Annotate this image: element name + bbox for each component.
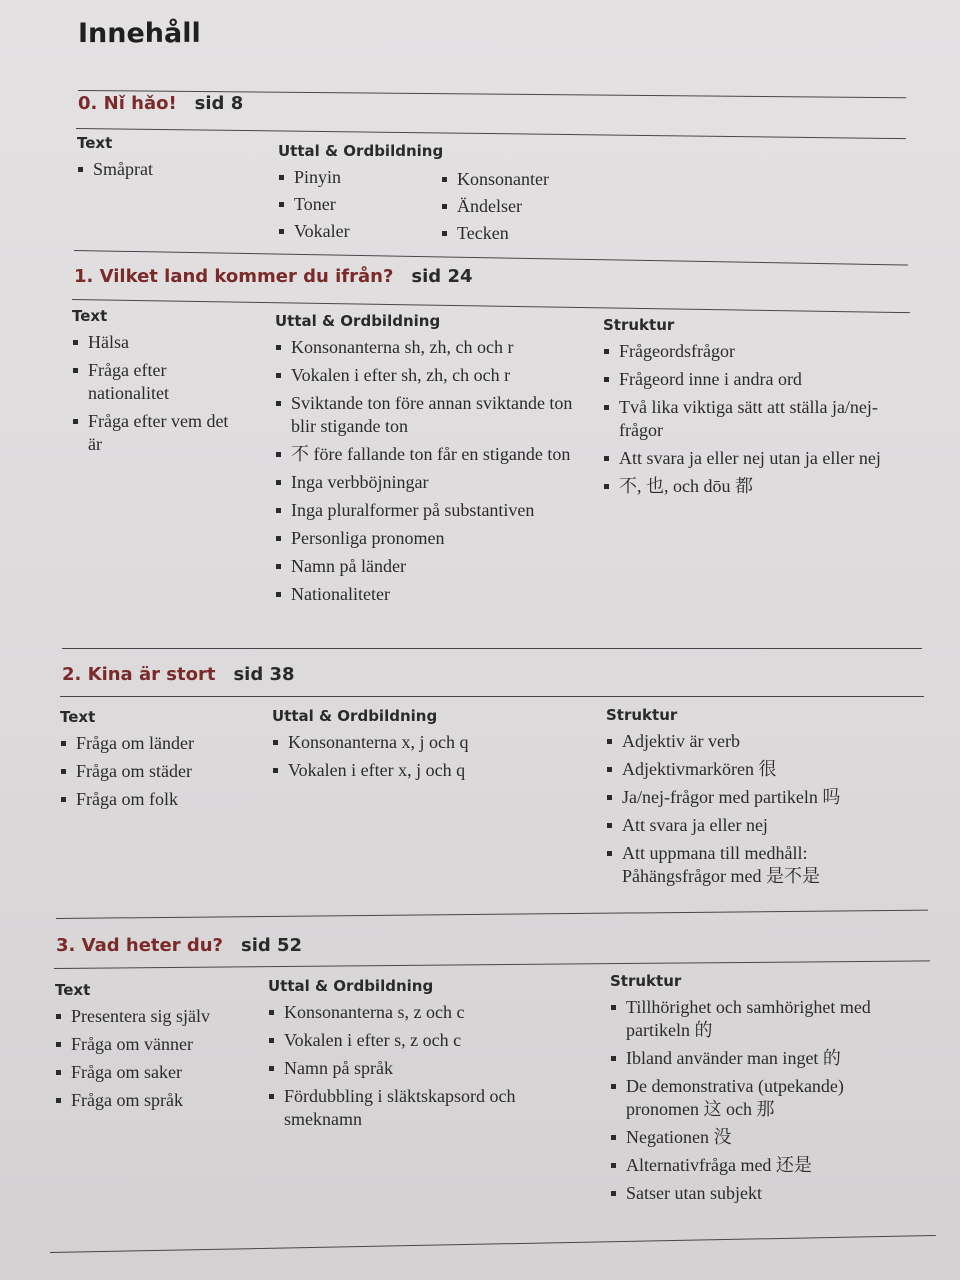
list-item: Fråga efter nationalitet — [72, 359, 242, 405]
uttal-column-continued — [441, 168, 549, 249]
section-heading — [78, 93, 243, 114]
column-heading: Text — [77, 134, 113, 152]
list-item: Alternativfråga med 还是 — [610, 1154, 910, 1177]
uttal-column — [278, 142, 443, 247]
list-item: Fråga om språk — [55, 1089, 245, 1112]
list-item: 不, 也, och dōu 都 — [603, 475, 908, 498]
list-item: Frågeord inne i andra ord — [603, 368, 908, 391]
list-item: Vokalen i efter x, j och q — [272, 759, 582, 782]
list-item: Ändelser — [441, 195, 549, 218]
column-heading: Text — [55, 981, 91, 999]
section-divider — [56, 910, 928, 919]
list-item: Adjektivmarkören 很 — [606, 758, 906, 781]
list-item: Negationen 没 — [610, 1126, 910, 1149]
list-item: Konsonanter — [441, 168, 549, 191]
text-column — [60, 708, 250, 816]
column-heading: Uttal & Ordbildning — [278, 142, 444, 160]
list-item: Vokaler — [278, 220, 443, 243]
list-item: Namn på språk — [268, 1057, 568, 1080]
struktur-column — [606, 706, 906, 893]
list-item: Att uppmana till medhåll: Påhängsfrågor med 是不是 — [606, 842, 906, 888]
list-item: 不 före fallande ton får en stigande ton — [275, 443, 583, 466]
text-column — [77, 134, 153, 185]
list-item: Konsonanterna x, j och q — [272, 731, 582, 754]
uttal-column — [275, 312, 583, 611]
list-item: Presentera sig själv — [55, 1005, 245, 1028]
section-name: 2. Kina är stort — [62, 664, 216, 685]
section-page: sid 24 — [411, 266, 473, 287]
list-item: Namn på länder — [275, 555, 583, 578]
list-item: Konsonanterna s, z och c — [268, 1001, 568, 1024]
column-heading: Uttal & Ordbildning — [268, 977, 434, 995]
list-item: Två lika viktiga sätt att ställa ja/nej-frågor — [603, 396, 908, 442]
list-item: De demonstrativa (utpekande) pronomen 这 och 那 — [610, 1075, 910, 1121]
list-item: Fråga efter vem det är — [72, 410, 242, 456]
list-item: Inga verbböjningar — [275, 471, 583, 494]
section-header-rule — [76, 128, 906, 139]
struktur-column — [603, 316, 908, 503]
section-divider — [74, 250, 908, 266]
text-column — [55, 981, 245, 1117]
list-item: Vokalen i efter s, z och c — [268, 1029, 568, 1052]
section-page: sid 38 — [233, 664, 295, 685]
uttal-column — [272, 707, 582, 787]
list-item: Småprat — [77, 158, 153, 181]
text-column — [72, 307, 242, 461]
list-item: Satser utan subjekt — [610, 1182, 910, 1205]
list-item: Personliga pronomen — [275, 527, 583, 550]
section-header-rule — [54, 960, 930, 969]
list-item: Fråga om folk — [60, 788, 250, 811]
uttal-column — [268, 977, 568, 1136]
list-item: Hälsa — [72, 331, 242, 354]
column-heading: Uttal & Ordbildning — [275, 312, 441, 330]
list-item: Toner — [278, 193, 443, 216]
column-heading: Uttal & Ordbildning — [272, 707, 438, 725]
list-item: Fördubbling i släktskapsord och smeknamn — [268, 1085, 568, 1131]
list-item: Konsonanterna sh, zh, ch och r — [275, 336, 583, 359]
column-heading: Struktur — [606, 706, 678, 724]
page-title: Innehåll — [78, 18, 201, 49]
list-item: Fråga om saker — [55, 1061, 245, 1084]
list-item: Frågeordsfrågor — [603, 340, 908, 363]
section-heading — [56, 935, 302, 956]
list-item: Fråga om länder — [60, 732, 250, 755]
list-item: Inga pluralformer på substantiven — [275, 499, 583, 522]
section-page: sid 52 — [241, 935, 303, 956]
list-item: Ibland använder man inget 的 — [610, 1047, 910, 1070]
section-page: sid 8 — [194, 93, 244, 114]
section-heading — [62, 664, 295, 685]
section-divider — [62, 648, 922, 649]
list-item: Ja/nej-frågor med partikeln 吗 — [606, 786, 906, 809]
list-item: Vokalen i efter sh, zh, ch och r — [275, 364, 583, 387]
list-item: Fråga om städer — [60, 760, 250, 783]
column-heading: Text — [72, 307, 108, 325]
section-name: 1. Vilket land kommer du ifrån? — [74, 266, 394, 287]
page-bottom-rule — [50, 1235, 936, 1253]
section-name: 3. Vad heter du? — [56, 935, 223, 956]
column-heading: Struktur — [610, 972, 682, 990]
section-header-rule — [60, 696, 924, 697]
list-item: Fråga om vänner — [55, 1033, 245, 1056]
list-item: Tecken — [441, 222, 549, 245]
list-item: Att svara ja eller nej — [606, 814, 906, 837]
section-heading — [74, 266, 473, 287]
column-heading: Text — [60, 708, 96, 726]
column-heading: Struktur — [603, 316, 675, 334]
struktur-column — [610, 972, 910, 1210]
list-item: Sviktande ton före annan sviktande ton blir stigande ton — [275, 392, 583, 438]
list-item: Tillhörighet och samhörighet med partikeln 的 — [610, 996, 910, 1042]
section-name: 0. Nǐ hǎo! — [78, 93, 177, 114]
list-item: Nationaliteter — [275, 583, 583, 606]
list-item: Adjektiv är verb — [606, 730, 906, 753]
list-item: Att svara ja eller nej utan ja eller nej — [603, 447, 908, 470]
list-item: Pinyin — [278, 166, 443, 189]
